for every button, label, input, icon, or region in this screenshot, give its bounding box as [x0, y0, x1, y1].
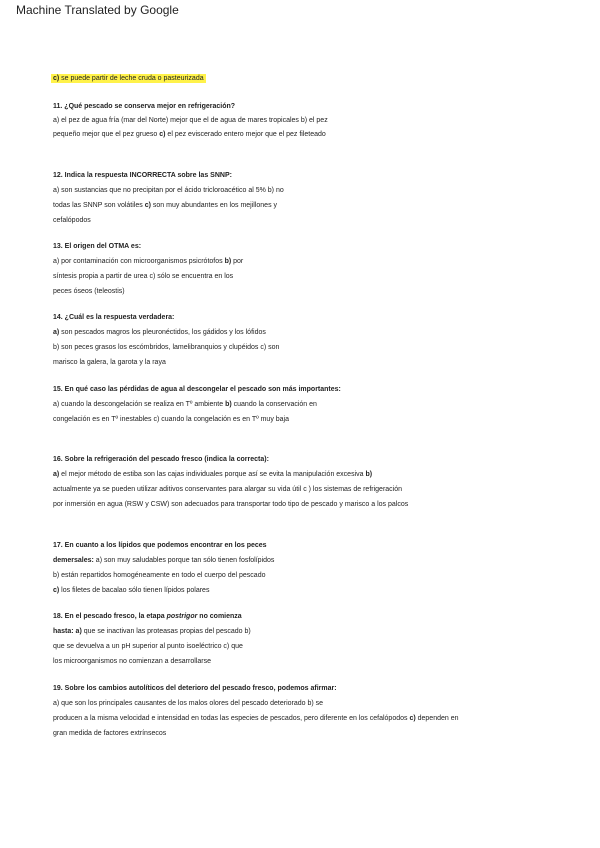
question-17-line-2: b) están repartidos homogéneamente en todo el cuerpo del pescado	[53, 572, 266, 579]
question-16-line-3: por inmersión en agua (RSW y CSW) son adecuados para transportar todo tipo de pescado y marisco a los palcos	[53, 501, 409, 508]
question-11-title: 11. ¿Qué pescado se conserva mejor en refrigeración?	[53, 103, 236, 110]
question-16-title: 16. Sobre la refrigeración del pescado fresco (indica la correcta):	[53, 456, 269, 463]
question-14-line-3: marisco la galera, la garota y la raya	[53, 359, 166, 366]
question-11-line-2: pequeño mejor que el pez grueso c) el pez eviscerado entero mejor que el pez fileteado	[53, 131, 326, 138]
question-16-line-2: actualmente ya se pueden utilizar aditivos conservantes para alargar su vida útil c ) los sistemas de refrigeración	[53, 486, 403, 493]
question-15-line-1: a) cuando la descongelación se realiza en Tº ambiente b) cuando la conservación en	[53, 401, 317, 408]
machine-translated-header: Machine Translated by Google	[16, 3, 179, 17]
question-18-line-3: los microorganismos no comienzan a desarrollarse	[53, 658, 211, 665]
question-17-line-3: c) los filetes de bacalao sólo tienen lípidos polares	[53, 587, 210, 594]
question-18-line-2: que se devuelva a un pH superior al punto isoeléctrico c) que	[53, 643, 243, 650]
question-13-title: 13. El origen del OTMA es:	[53, 243, 142, 250]
question-12-line-1: a) son sustancias que no precipitan por el ácido tricloroacético al 5% b) no	[53, 187, 284, 194]
question-13-line-2: síntesis propia a partir de urea c) sólo se encuentra en los	[53, 273, 234, 280]
question-13-line-1: a) por contaminación con microorganismos psicrótofos b) por	[53, 258, 244, 265]
question-15-line-2: congelación es en Tº inestables c) cuando la congelación es en Tº muy baja	[53, 416, 290, 423]
question-11-line-1: a) el pez de agua fría (mar del Norte) mejor que el de agua de mares tropicales b) el pez	[53, 117, 328, 124]
question-12-line-2: todas las SNNP son volátiles c) son muy abundantes en los mejillones y	[53, 202, 278, 209]
question-14-line-1: a) son pescados magros los pleuronéctidos, los gádidos y los lófidos	[53, 329, 266, 336]
question-13-line-3: peces óseos (teleostis)	[53, 288, 125, 295]
question-17-title: 17. En cuanto a los lípidos que podemos encontrar en los peces	[53, 542, 267, 549]
question-19-line-2: producen a la misma velocidad e intensidad en todas las especies de pescados, pero diferente en los cefalópodos c) dependen en	[53, 715, 459, 722]
question-19-line-3: gran medida de factores extrínsecos	[53, 730, 167, 737]
highlighted-answer: c) se puede partir de leche cruda o pasteurizada	[53, 75, 204, 82]
question-18-title: 18. En el pescado fresco, la etapa postrigor no comienza	[53, 613, 242, 620]
question-14-title: 14. ¿Cuál es la respuesta verdadera:	[53, 314, 175, 321]
question-17-line-1: demersales: a) son muy saludables porque tan sólo tienen fosfolípidos	[53, 557, 275, 564]
question-15-title: 15. En qué caso las pérdidas de agua al descongelar el pescado son más importantes:	[53, 386, 341, 393]
question-19-line-1: a) que son los principales causantes de los malos olores del pescado deteriorado b) se	[53, 700, 324, 707]
question-12-line-3: cefalópodos	[53, 217, 91, 224]
question-18-line-1: hasta: a) que se inactivan las proteasas propias del pescado b)	[53, 628, 251, 635]
question-19-title: 19. Sobre los cambios autolíticos del deterioro del pescado fresco, podemos afirmar:	[53, 685, 337, 692]
question-14-line-2: b) son peces grasos los escómbridos, lamelibranquios y clupéidos c) son	[53, 344, 280, 351]
question-12-title: 12. Indica la respuesta INCORRECTA sobre las SNNP:	[53, 172, 232, 179]
question-16-line-1: a) el mejor método de estiba son las cajas individuales porque así se evita la manipulación excesiva b)	[53, 471, 373, 478]
